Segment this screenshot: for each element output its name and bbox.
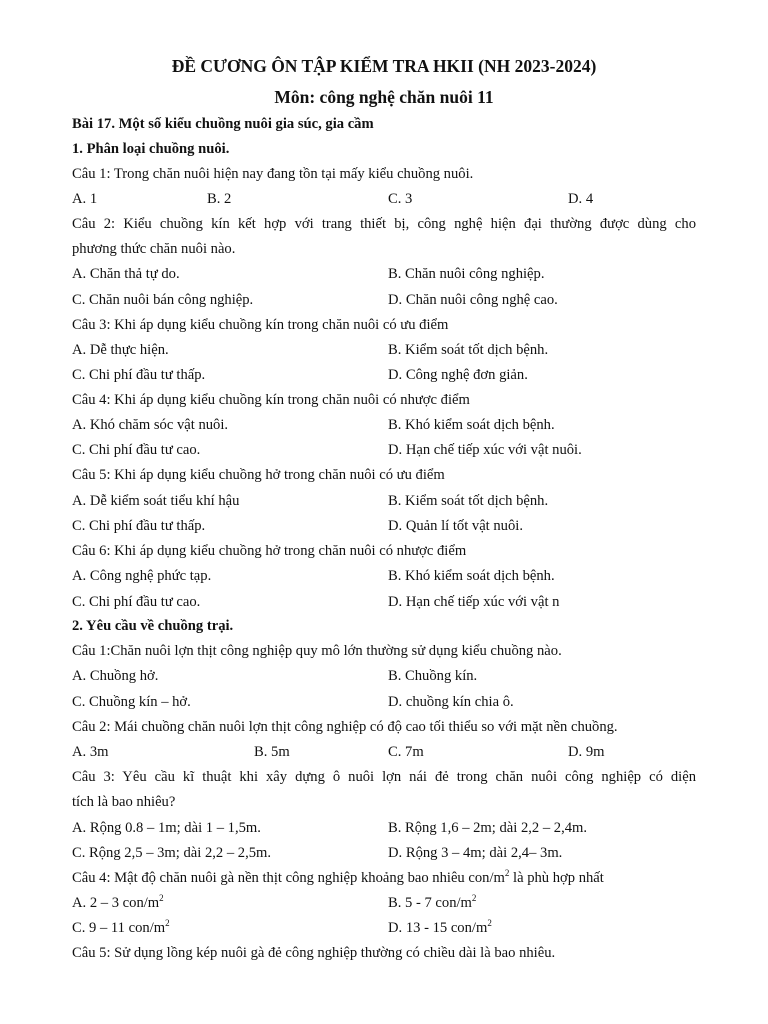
- option-c: C. Chuồng kín – hở.: [72, 694, 191, 710]
- question-text-end: là phù hợp nhất: [509, 870, 604, 886]
- question-1-2-line1: Câu 2: Kiểu chuồng kín kết hợp với trang thiết bị, công nghệ hiện đại thường được dùng cho: [72, 216, 696, 232]
- question-1-6: Câu 6: Khi áp dụng kiểu chuồng hở trong chăn nuôi có nhược điểm: [72, 543, 467, 559]
- option-b: B. Chuồng kín.: [388, 668, 478, 684]
- option-b: B. Rộng 1,6 – 2m; dài 2,2 – 2,4m.: [388, 820, 588, 836]
- option-d: D. Hạn chế tiếp xúc với vật n: [388, 594, 560, 610]
- option-a: A. Khó chăm sóc vật nuôi.: [72, 417, 229, 433]
- option-b: B. 5m: [254, 744, 290, 760]
- option-a: A. Dễ thực hiện.: [72, 342, 169, 358]
- option-a: A. Rộng 0.8 – 1m; dài 1 – 1,5m.: [72, 820, 261, 836]
- option-a: A. Công nghệ phức tạp.: [72, 568, 212, 584]
- option-text: A. 2 – 3 con/m: [72, 895, 160, 911]
- option-c: C. 3: [388, 191, 413, 207]
- option-text: C. 9 – 11 con/m: [72, 920, 166, 936]
- superscript: 2: [504, 868, 510, 878]
- option-b: B. 2: [207, 191, 232, 207]
- option-c: C. Rộng 2,5 – 3m; dài 2,2 – 2,5m.: [72, 845, 272, 861]
- question-1-3: Câu 3: Khi áp dụng kiểu chuồng kín trong chăn nuôi có ưu điểm: [72, 317, 449, 333]
- question-2-4: [72, 870, 604, 887]
- option-d: D. 9m: [568, 744, 605, 760]
- option-b: [388, 895, 476, 912]
- question-1-4: Câu 4: Khi áp dụng kiểu chuồng kín trong chăn nuôi có nhược điểm: [72, 392, 470, 408]
- option-d: D. chuồng kín chia ô.: [388, 694, 514, 710]
- option-d: D. Hạn chế tiếp xúc với vật nuôi.: [388, 442, 582, 458]
- option-a: A. Chuồng hở.: [72, 668, 159, 684]
- question-2-5: Câu 5: Sử dụng lồng kép nuôi gà đẻ công nghiệp thường có chiều dài là bao nhiêu.: [72, 945, 556, 961]
- option-d: D. 4: [568, 191, 594, 207]
- question-text: Câu 4: Mật độ chăn nuôi gà nền thịt công nghiệp khoảng bao nhiêu con/m: [72, 870, 505, 886]
- option-d: D. Công nghệ đơn giản.: [388, 367, 528, 383]
- question-2-2: Câu 2: Mái chuồng chăn nuôi lợn thịt công nghiệp có độ cao tối thiểu so với mặt nền chuồng.: [72, 719, 618, 735]
- option-b: B. Chăn nuôi công nghiệp.: [388, 266, 545, 282]
- option-c: C. Chi phí đầu tư cao.: [72, 594, 201, 610]
- option-c: [72, 920, 170, 937]
- section-heading-2: 2. Yêu cầu về chuồng trại.: [72, 618, 234, 634]
- option-c: C. Chi phí đầu tư thấp.: [72, 367, 206, 383]
- option-b: B. Kiểm soát tốt dịch bệnh.: [388, 342, 549, 358]
- superscript: 2: [159, 893, 164, 903]
- superscript: 2: [165, 918, 170, 928]
- page-title: ĐỀ CƯƠNG ÔN TẬP KIỂM TRA HKII (NH 2023-2024): [171, 56, 597, 76]
- option-a: A. 1: [72, 191, 98, 207]
- question-2-1: Câu 1:Chăn nuôi lợn thịt công nghiệp quy mô lớn thường sử dụng kiểu chuồng nào.: [72, 643, 562, 659]
- option-c: C. Chi phí đầu tư thấp.: [72, 518, 206, 534]
- option-d: [388, 920, 492, 937]
- option-text: B. 5 - 7 con/m: [388, 895, 472, 911]
- option-d: D. Quản lí tốt vật nuôi.: [388, 518, 523, 534]
- section-heading-1: 1. Phân loại chuồng nuôi.: [72, 141, 230, 157]
- question-2-3-line2: tích là bao nhiêu?: [72, 794, 176, 810]
- lesson-heading: Bài 17. Một số kiểu chuồng nuôi gia súc, gia cầm: [72, 116, 374, 132]
- superscript: 2: [471, 893, 477, 903]
- option-a: A. Chăn thả tự do.: [72, 266, 180, 282]
- superscript: 2: [487, 918, 492, 928]
- option-d: D. Chăn nuôi công nghệ cao.: [388, 292, 558, 308]
- question-1-1: Câu 1: Trong chăn nuôi hiện nay đang tồn tại mấy kiểu chuồng nuôi.: [72, 166, 474, 182]
- question-1-2-line2: phương thức chăn nuôi nào.: [72, 241, 236, 257]
- question-1-5: Câu 5: Khi áp dụng kiểu chuồng hở trong chăn nuôi có ưu điểm: [72, 467, 445, 483]
- option-c: C. 7m: [388, 744, 424, 760]
- option-a: A. Dễ kiểm soát tiểu khí hậu: [72, 493, 240, 509]
- question-2-3-line1: Câu 3: Yêu cầu kĩ thuật khi xây dựng ô nuôi lợn nái đẻ trong chăn nuôi công nghiệp có diện: [72, 769, 696, 785]
- option-c: C. Chăn nuôi bán công nghiệp.: [72, 292, 254, 308]
- option-b: B. Khó kiểm soát dịch bệnh.: [388, 417, 555, 433]
- option-a: [72, 895, 164, 912]
- option-text: D. 13 - 15 con/m: [388, 920, 488, 936]
- option-d: D. Rộng 3 – 4m; dài 2,4– 3m.: [388, 845, 563, 861]
- option-b: B. Khó kiểm soát dịch bệnh.: [388, 568, 555, 584]
- option-c: C. Chi phí đầu tư cao.: [72, 442, 201, 458]
- option-b: B. Kiểm soát tốt dịch bệnh.: [388, 493, 549, 509]
- option-a: A. 3m: [72, 744, 109, 760]
- page-subtitle: Môn: công nghệ chăn nuôi 11: [274, 87, 494, 107]
